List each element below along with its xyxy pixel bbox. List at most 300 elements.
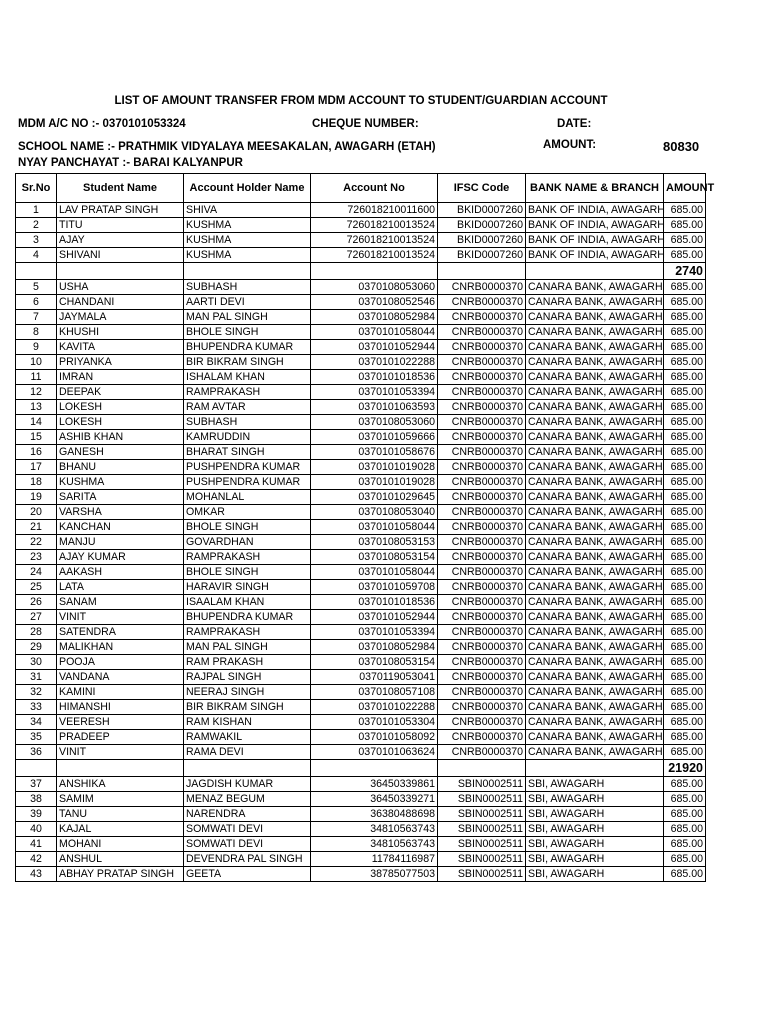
- cell-account-holder: PUSHPENDRA KUMAR: [184, 460, 311, 475]
- date-label: DATE:: [557, 118, 592, 130]
- cell-account-no: 0370101059666: [311, 430, 438, 445]
- table-row: [16, 867, 706, 882]
- cell-student-name: ASHIB KHAN: [57, 430, 184, 445]
- cell-sr-no: 31: [16, 670, 57, 685]
- cell-account-no: 0370101053304: [311, 715, 438, 730]
- cell-student-name: PRADEEP: [57, 730, 184, 745]
- col-header-srno: Sr.No: [16, 174, 57, 203]
- cell-bank-branch: BANK OF INDIA, AWAGARH: [526, 233, 664, 248]
- cell-account-holder: [184, 263, 311, 280]
- cell-bank-branch: SBI, AWAGARH: [526, 867, 664, 882]
- cell-student-name: SAMIM: [57, 792, 184, 807]
- cell-bank-branch: BANK OF INDIA, AWAGARH: [526, 218, 664, 233]
- cell-bank-branch: CANARA BANK, AWAGARH: [526, 460, 664, 475]
- cell-amount: 685.00: [664, 475, 706, 490]
- cell-account-no: 0370101052944: [311, 340, 438, 355]
- school-name: SCHOOL NAME :- PRATHMIK VIDYALAYA MEESAKALAN, AWAGARH (ETAH): [18, 141, 436, 153]
- cell-amount: 685.00: [664, 325, 706, 340]
- cell-account-no: 36380488698: [311, 807, 438, 822]
- table-row: [16, 822, 706, 837]
- cell-bank-branch: SBI, AWAGARH: [526, 792, 664, 807]
- cell-ifsc-code: CNRB0000370: [438, 535, 526, 550]
- cell-ifsc-code: CNRB0000370: [438, 670, 526, 685]
- mdm-account-number: MDM A/C NO :- 0370101053324: [18, 118, 186, 130]
- cell-student-name: VEERESH: [57, 715, 184, 730]
- cell-sr-no: 22: [16, 535, 57, 550]
- cell-amount: 685.00: [664, 460, 706, 475]
- cell-bank-branch: SBI, AWAGARH: [526, 777, 664, 792]
- cell-student-name: VINIT: [57, 610, 184, 625]
- table-row: [16, 837, 706, 852]
- cell-bank-branch: CANARA BANK, AWAGARH: [526, 565, 664, 580]
- cell-ifsc-code: CNRB0000370: [438, 460, 526, 475]
- cell-student-name: IMRAN: [57, 370, 184, 385]
- cell-account-no: [311, 263, 438, 280]
- cell-ifsc-code: CNRB0000370: [438, 550, 526, 565]
- cell-sr-no: 29: [16, 640, 57, 655]
- cell-sr-no: 32: [16, 685, 57, 700]
- cell-account-holder: KUSHMA: [184, 218, 311, 233]
- cell-account-holder: PUSHPENDRA KUMAR: [184, 475, 311, 490]
- cell-account-no: 0370101029645: [311, 490, 438, 505]
- cell-sr-no: 21: [16, 520, 57, 535]
- cell-account-holder: SOMWATI DEVI: [184, 837, 311, 852]
- cell-bank-branch: CANARA BANK, AWAGARH: [526, 445, 664, 460]
- cell-sr-no: 26: [16, 595, 57, 610]
- nyay-panchayat: NYAY PANCHAYAT :- BARAI KALYANPUR: [18, 157, 243, 169]
- cell-sr-no: 41: [16, 837, 57, 852]
- table-row: [16, 203, 706, 218]
- cell-sr-no: 15: [16, 430, 57, 445]
- cell-bank-branch: CANARA BANK, AWAGARH: [526, 490, 664, 505]
- cell-sr-no: 3: [16, 233, 57, 248]
- cell-ifsc-code: CNRB0000370: [438, 715, 526, 730]
- cell-sr-no: 19: [16, 490, 57, 505]
- cell-amount: 685.00: [664, 445, 706, 460]
- table-row: [16, 445, 706, 460]
- cell-bank-branch: CANARA BANK, AWAGARH: [526, 535, 664, 550]
- cell-amount: 685.00: [664, 340, 706, 355]
- cell-account-no: 34810563743: [311, 837, 438, 852]
- cell-sr-no: 24: [16, 565, 57, 580]
- cell-student-name: KUSHMA: [57, 475, 184, 490]
- cell-sr-no: 2: [16, 218, 57, 233]
- table-row: [16, 340, 706, 355]
- cell-account-no: 0370101063624: [311, 745, 438, 760]
- cell-ifsc-code: CNRB0000370: [438, 745, 526, 760]
- cell-amount: 685.00: [664, 595, 706, 610]
- cell-bank-branch: CANARA BANK, AWAGARH: [526, 550, 664, 565]
- cell-account-holder: BHUPENDRA KUMAR: [184, 340, 311, 355]
- cell-account-no: 0370108053060: [311, 415, 438, 430]
- cell-ifsc-code: SBIN0002511: [438, 777, 526, 792]
- cell-bank-branch: CANARA BANK, AWAGARH: [526, 610, 664, 625]
- cell-sr-no: 16: [16, 445, 57, 460]
- cell-account-no: 36450339861: [311, 777, 438, 792]
- cell-sr-no: 25: [16, 580, 57, 595]
- cell-student-name: SHIVANI: [57, 248, 184, 263]
- table-row: [16, 460, 706, 475]
- cell-amount: 685.00: [664, 203, 706, 218]
- cell-account-holder: RAJPAL SINGH: [184, 670, 311, 685]
- col-header-bank-branch: BANK NAME & BRANCH: [526, 174, 664, 203]
- subtotal-row: [16, 263, 706, 280]
- table-row: [16, 655, 706, 670]
- table-row: [16, 295, 706, 310]
- cell-amount: 685.00: [664, 837, 706, 852]
- cell-amount: 685.00: [664, 565, 706, 580]
- cell-sr-no: 36: [16, 745, 57, 760]
- cell-bank-branch: CANARA BANK, AWAGARH: [526, 310, 664, 325]
- cell-bank-branch: CANARA BANK, AWAGARH: [526, 520, 664, 535]
- cell-account-holder: SUBHASH: [184, 415, 311, 430]
- cell-account-no: 0370108053040: [311, 505, 438, 520]
- cell-student-name: AAKASH: [57, 565, 184, 580]
- table-row: [16, 430, 706, 445]
- cell-bank-branch: CANARA BANK, AWAGARH: [526, 505, 664, 520]
- table-row: [16, 280, 706, 295]
- cell-ifsc-code: SBIN0002511: [438, 837, 526, 852]
- cell-sr-no: 34: [16, 715, 57, 730]
- cell-account-no: 0370101022288: [311, 700, 438, 715]
- cell-amount: 685.00: [664, 640, 706, 655]
- cell-account-holder: [184, 760, 311, 777]
- cell-amount: 685.00: [664, 655, 706, 670]
- cell-student-name: JAYMALA: [57, 310, 184, 325]
- cell-account-no: 0370108053153: [311, 535, 438, 550]
- cell-sr-no: 27: [16, 610, 57, 625]
- cell-sr-no: 14: [16, 415, 57, 430]
- table-row: [16, 715, 706, 730]
- table-row: [16, 807, 706, 822]
- cell-ifsc-code: CNRB0000370: [438, 520, 526, 535]
- cell-account-holder: RAM PRAKASH: [184, 655, 311, 670]
- cell-ifsc-code: CNRB0000370: [438, 310, 526, 325]
- cell-student-name: [57, 760, 184, 777]
- cell-amount: 685.00: [664, 670, 706, 685]
- cell-sr-no: 18: [16, 475, 57, 490]
- cell-student-name: KAJAL: [57, 822, 184, 837]
- cell-account-holder: MOHANLAL: [184, 490, 311, 505]
- table-row: [16, 565, 706, 580]
- cell-account-holder: HARAVIR SINGH: [184, 580, 311, 595]
- cell-student-name: MALIKHAN: [57, 640, 184, 655]
- amount-label: AMOUNT:: [543, 139, 597, 151]
- cell-amount: 685.00: [664, 867, 706, 882]
- cell-account-holder: MAN PAL SINGH: [184, 310, 311, 325]
- subtotal-row: [16, 760, 706, 777]
- cell-amount: 685.00: [664, 415, 706, 430]
- cell-account-no: 726018210013524: [311, 248, 438, 263]
- cell-bank-branch: CANARA BANK, AWAGARH: [526, 430, 664, 445]
- cell-bank-branch: CANARA BANK, AWAGARH: [526, 670, 664, 685]
- cell-sr-no: 40: [16, 822, 57, 837]
- col-header-account-no: Account No: [311, 174, 438, 203]
- cell-bank-branch: CANARA BANK, AWAGARH: [526, 295, 664, 310]
- cell-student-name: VINIT: [57, 745, 184, 760]
- cell-sr-no: 37: [16, 777, 57, 792]
- cell-account-no: 0370108052984: [311, 640, 438, 655]
- cell-ifsc-code: CNRB0000370: [438, 730, 526, 745]
- cell-bank-branch: CANARA BANK, AWAGARH: [526, 325, 664, 340]
- cell-account-holder: BHOLE SINGH: [184, 520, 311, 535]
- cell-ifsc-code: BKID0007260: [438, 218, 526, 233]
- cell-student-name: MANJU: [57, 535, 184, 550]
- cell-student-name: GANESH: [57, 445, 184, 460]
- cell-account-no: 0370108052984: [311, 310, 438, 325]
- cell-student-name: POOJA: [57, 655, 184, 670]
- cell-student-name: KHUSHI: [57, 325, 184, 340]
- cell-sr-no: 39: [16, 807, 57, 822]
- cell-sr-no: 6: [16, 295, 57, 310]
- cell-sr-no: 42: [16, 852, 57, 867]
- cell-sr-no: 11: [16, 370, 57, 385]
- cell-account-no: 0370108053154: [311, 550, 438, 565]
- cell-account-no: 0370101059708: [311, 580, 438, 595]
- cell-amount: 685.00: [664, 777, 706, 792]
- cell-account-holder: ISAALAM KHAN: [184, 595, 311, 610]
- cell-amount: 685.00: [664, 580, 706, 595]
- cell-student-name: KAVITA: [57, 340, 184, 355]
- cell-account-no: 36450339271: [311, 792, 438, 807]
- cell-account-holder: GEETA: [184, 867, 311, 882]
- cell-student-name: VANDANA: [57, 670, 184, 685]
- cell-sr-no: 9: [16, 340, 57, 355]
- cheque-number-label: CHEQUE NUMBER:: [312, 118, 419, 130]
- cell-ifsc-code: CNRB0000370: [438, 655, 526, 670]
- cell-sr-no: 7: [16, 310, 57, 325]
- cell-amount: 685.00: [664, 280, 706, 295]
- cell-amount: 685.00: [664, 505, 706, 520]
- cell-ifsc-code: CNRB0000370: [438, 565, 526, 580]
- cell-bank-branch: SBI, AWAGARH: [526, 807, 664, 822]
- cell-account-holder: GOVARDHAN: [184, 535, 311, 550]
- cell-account-holder: MAN PAL SINGH: [184, 640, 311, 655]
- cell-sr-no: 17: [16, 460, 57, 475]
- cell-amount: 685.00: [664, 730, 706, 745]
- cell-bank-branch: CANARA BANK, AWAGARH: [526, 355, 664, 370]
- cell-account-no: 0370108052546: [311, 295, 438, 310]
- cell-amount: 685.00: [664, 355, 706, 370]
- cell-ifsc-code: SBIN0002511: [438, 807, 526, 822]
- table-row: [16, 777, 706, 792]
- cell-account-holder: RAMPRAKASH: [184, 550, 311, 565]
- cell-ifsc-code: BKID0007260: [438, 233, 526, 248]
- cell-bank-branch: [526, 263, 664, 280]
- subtotal-amount: 2740: [664, 263, 706, 280]
- cell-ifsc-code: CNRB0000370: [438, 295, 526, 310]
- table-row: [16, 745, 706, 760]
- cell-ifsc-code: [438, 263, 526, 280]
- cell-bank-branch: CANARA BANK, AWAGARH: [526, 640, 664, 655]
- cell-amount: 685.00: [664, 792, 706, 807]
- cell-account-holder: SUBHASH: [184, 280, 311, 295]
- cell-bank-branch: CANARA BANK, AWAGARH: [526, 595, 664, 610]
- table-row: [16, 415, 706, 430]
- table-row: [16, 520, 706, 535]
- cell-account-holder: RAM AVTAR: [184, 400, 311, 415]
- cell-sr-no: 13: [16, 400, 57, 415]
- cell-amount: 685.00: [664, 745, 706, 760]
- cell-ifsc-code: CNRB0000370: [438, 625, 526, 640]
- cell-amount: 685.00: [664, 310, 706, 325]
- col-header-amount: AMOUNT: [664, 174, 706, 203]
- cell-student-name: SARITA: [57, 490, 184, 505]
- cell-amount: 685.00: [664, 295, 706, 310]
- cell-student-name: PRIYANKA: [57, 355, 184, 370]
- document-title: LIST OF AMOUNT TRANSFER FROM MDM ACCOUNT TO STUDENT/GUARDIAN ACCOUNT: [114, 95, 608, 107]
- cell-bank-branch: BANK OF INDIA, AWAGARH: [526, 248, 664, 263]
- cell-ifsc-code: CNRB0000370: [438, 385, 526, 400]
- table-row: [16, 640, 706, 655]
- cell-sr-no: 33: [16, 700, 57, 715]
- cell-ifsc-code: CNRB0000370: [438, 430, 526, 445]
- cell-account-no: 0370101018536: [311, 595, 438, 610]
- cell-amount: 685.00: [664, 248, 706, 263]
- cell-bank-branch: BANK OF INDIA, AWAGARH: [526, 203, 664, 218]
- cell-ifsc-code: CNRB0000370: [438, 370, 526, 385]
- cell-sr-no: 23: [16, 550, 57, 565]
- cell-student-name: LOKESH: [57, 400, 184, 415]
- cell-amount: 685.00: [664, 715, 706, 730]
- cell-ifsc-code: CNRB0000370: [438, 685, 526, 700]
- cell-account-no: 0370101053394: [311, 625, 438, 640]
- cell-student-name: LOKESH: [57, 415, 184, 430]
- cell-student-name: MOHANI: [57, 837, 184, 852]
- table-row: [16, 685, 706, 700]
- cell-student-name: HIMANSHI: [57, 700, 184, 715]
- cell-ifsc-code: CNRB0000370: [438, 400, 526, 415]
- cell-account-no: 0370101063593: [311, 400, 438, 415]
- cell-account-holder: BHUPENDRA KUMAR: [184, 610, 311, 625]
- cell-ifsc-code: BKID0007260: [438, 248, 526, 263]
- cell-bank-branch: CANARA BANK, AWAGARH: [526, 685, 664, 700]
- cell-account-holder: SOMWATI DEVI: [184, 822, 311, 837]
- cell-account-no: 726018210011600: [311, 203, 438, 218]
- cell-student-name: USHA: [57, 280, 184, 295]
- cell-student-name: TITU: [57, 218, 184, 233]
- cell-account-holder: KUSHMA: [184, 233, 311, 248]
- table-row: [16, 370, 706, 385]
- cell-account-no: [311, 760, 438, 777]
- cell-bank-branch: CANARA BANK, AWAGARH: [526, 475, 664, 490]
- cell-account-no: 0370101058044: [311, 565, 438, 580]
- table-row: [16, 792, 706, 807]
- cell-student-name: BHANU: [57, 460, 184, 475]
- cell-ifsc-code: CNRB0000370: [438, 415, 526, 430]
- cell-amount: 685.00: [664, 218, 706, 233]
- cell-bank-branch: CANARA BANK, AWAGARH: [526, 370, 664, 385]
- cell-sr-no: 12: [16, 385, 57, 400]
- cell-sr-no: 28: [16, 625, 57, 640]
- table-row: [16, 233, 706, 248]
- cell-account-no: 726018210013524: [311, 233, 438, 248]
- cell-account-holder: MENAZ BEGUM: [184, 792, 311, 807]
- cell-bank-branch: CANARA BANK, AWAGARH: [526, 700, 664, 715]
- cell-amount: 685.00: [664, 685, 706, 700]
- cell-account-holder: OMKAR: [184, 505, 311, 520]
- cell-account-holder: RAMPRAKASH: [184, 625, 311, 640]
- cell-bank-branch: SBI, AWAGARH: [526, 837, 664, 852]
- cell-sr-no: 8: [16, 325, 57, 340]
- cell-account-no: 0370101058044: [311, 325, 438, 340]
- cell-account-holder: BIR BIKRAM SINGH: [184, 700, 311, 715]
- cell-account-holder: RAMPRAKASH: [184, 385, 311, 400]
- cell-sr-no: 5: [16, 280, 57, 295]
- table-row: [16, 670, 706, 685]
- cell-amount: 685.00: [664, 233, 706, 248]
- cell-account-no: 0370101053394: [311, 385, 438, 400]
- cell-ifsc-code: CNRB0000370: [438, 340, 526, 355]
- cell-amount: 685.00: [664, 535, 706, 550]
- table-row: [16, 400, 706, 415]
- table-row: [16, 385, 706, 400]
- cell-bank-branch: CANARA BANK, AWAGARH: [526, 655, 664, 670]
- cell-ifsc-code: CNRB0000370: [438, 325, 526, 340]
- cell-sr-no: 4: [16, 248, 57, 263]
- cell-account-holder: BHOLE SINGH: [184, 325, 311, 340]
- cell-account-holder: BHARAT SINGH: [184, 445, 311, 460]
- cell-ifsc-code: CNRB0000370: [438, 280, 526, 295]
- table-row: [16, 535, 706, 550]
- cell-account-no: 0370108057108: [311, 685, 438, 700]
- cell-student-name: ABHAY PRATAP SINGH: [57, 867, 184, 882]
- cell-ifsc-code: BKID0007260: [438, 203, 526, 218]
- cell-ifsc-code: CNRB0000370: [438, 445, 526, 460]
- cell-sr-no: 35: [16, 730, 57, 745]
- cell-amount: 685.00: [664, 700, 706, 715]
- table-row: [16, 625, 706, 640]
- cell-amount: 685.00: [664, 822, 706, 837]
- cell-student-name: LAV PRATAP SINGH: [57, 203, 184, 218]
- cell-student-name: KAMINI: [57, 685, 184, 700]
- cell-amount: 685.00: [664, 550, 706, 565]
- cell-ifsc-code: CNRB0000370: [438, 355, 526, 370]
- table-row: [16, 310, 706, 325]
- cell-amount: 685.00: [664, 520, 706, 535]
- table-row: [16, 490, 706, 505]
- cell-account-holder: BIR BIKRAM SINGH: [184, 355, 311, 370]
- cell-sr-no: [16, 263, 57, 280]
- cell-ifsc-code: CNRB0000370: [438, 490, 526, 505]
- cell-bank-branch: SBI, AWAGARH: [526, 822, 664, 837]
- table-row: [16, 580, 706, 595]
- cell-account-no: 0370101019028: [311, 460, 438, 475]
- cell-student-name: CHANDANI: [57, 295, 184, 310]
- cell-amount: 685.00: [664, 490, 706, 505]
- cell-ifsc-code: SBIN0002511: [438, 822, 526, 837]
- table-row: [16, 610, 706, 625]
- cell-account-no: 0370101058676: [311, 445, 438, 460]
- cell-account-holder: NEERAJ SINGH: [184, 685, 311, 700]
- cell-account-holder: BHOLE SINGH: [184, 565, 311, 580]
- cell-amount: 685.00: [664, 807, 706, 822]
- cell-sr-no: 20: [16, 505, 57, 520]
- table-row: [16, 248, 706, 263]
- amount-value: 80830: [663, 139, 700, 154]
- cell-amount: 685.00: [664, 852, 706, 867]
- cell-account-no: 11784116987: [311, 852, 438, 867]
- cell-student-name: VARSHA: [57, 505, 184, 520]
- cell-bank-branch: [526, 760, 664, 777]
- cell-account-holder: JAGDISH KUMAR: [184, 777, 311, 792]
- cell-amount: 685.00: [664, 610, 706, 625]
- table-row: [16, 852, 706, 867]
- cell-student-name: AJAY KUMAR: [57, 550, 184, 565]
- col-header-student-name: Student Name: [57, 174, 184, 203]
- cell-sr-no: 1: [16, 203, 57, 218]
- cell-account-holder: ISHALAM KHAN: [184, 370, 311, 385]
